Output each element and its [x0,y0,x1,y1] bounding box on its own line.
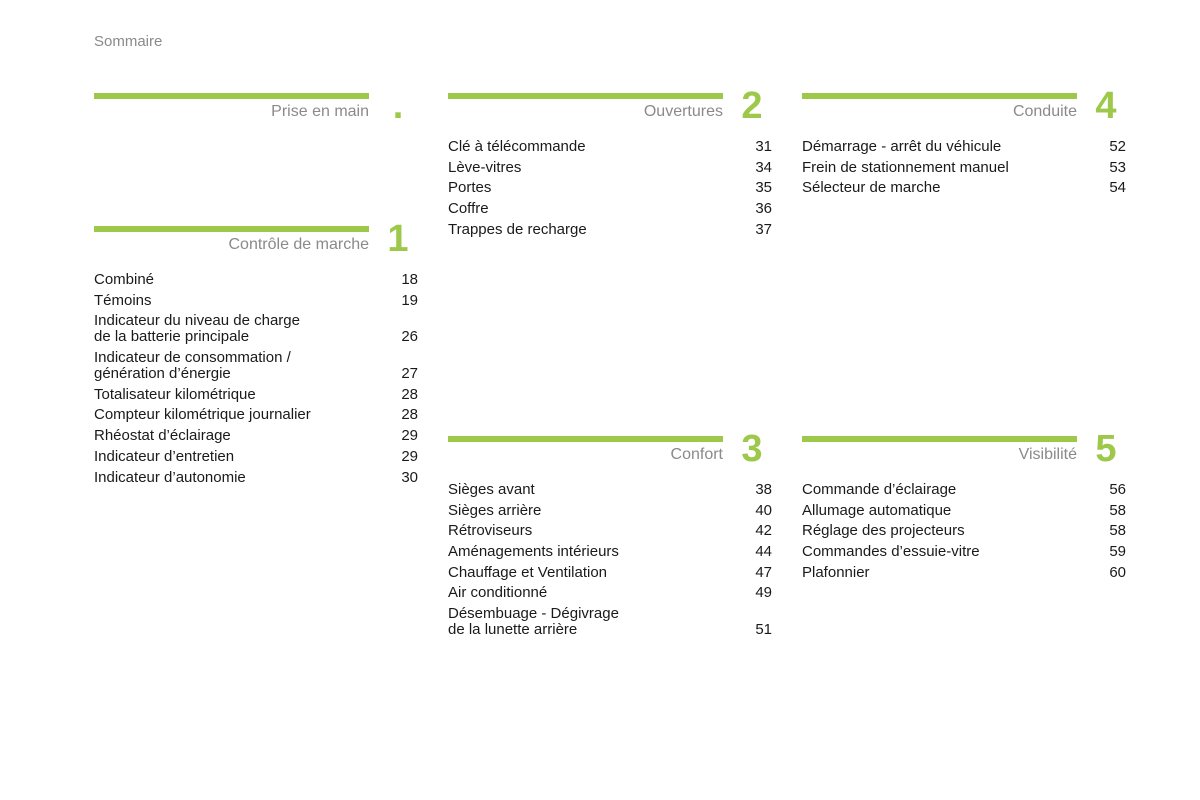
toc-entry-page: 29 [401,427,418,445]
toc-entry[interactable] [448,160,772,176]
toc-entry-label: Coffre [448,200,489,218]
toc-list [802,482,1126,581]
toc-entry-label: Témoins [94,291,152,309]
toc-entry[interactable] [94,470,418,486]
toc-entry-page: 36 [755,200,772,218]
toc-entry[interactable] [802,139,1126,155]
section-visibilite [802,428,1126,585]
section-header [448,85,772,127]
toc-entry-label: Compteur kilométrique journalier [94,406,311,424]
toc-entry[interactable] [448,523,772,539]
toc-entry[interactable] [802,160,1126,176]
toc-entry-page: 31 [755,138,772,155]
toc-entry-page: 40 [755,501,772,519]
toc-entry[interactable] [448,482,772,498]
section-header [94,218,418,260]
toc-entry-label: Air conditionné [448,584,548,602]
section-header [802,85,1126,127]
toc-entry-label: Sièges arrière [448,501,542,519]
section-controle-de-marche [94,218,418,490]
toc-entry[interactable] [802,544,1126,560]
section-divider-bar [94,226,369,232]
section-title[interactable]: Prise en main [271,103,369,120]
section-number: 3 [741,428,763,470]
toc-entry-label: Désembuage - Dégivrage de la lunette arrière [448,605,619,639]
toc-entry[interactable] [94,313,418,345]
toc-entry[interactable] [448,222,772,238]
toc-entry-page: 56 [1109,481,1126,498]
toc-entry-label: Sièges avant [448,481,535,498]
toc-entry-label: Chauffage et Ventilation [448,563,608,581]
section-divider-bar [802,436,1077,442]
toc-list [448,139,772,238]
toc-entry-page: 30 [401,468,418,486]
toc-entry[interactable] [94,407,418,423]
toc-entry-label: Allumage automatique [802,501,952,519]
section-title[interactable]: Conduite [1012,103,1077,120]
toc-entry-page: 18 [401,271,418,288]
toc-entry-page: 49 [755,584,772,602]
toc-entry[interactable] [802,482,1126,498]
toc-entry-page: 53 [1109,158,1126,176]
toc-entry[interactable] [448,180,772,196]
section-confort [448,428,772,643]
section-ouvertures [448,85,772,242]
section-divider-bar [448,436,723,442]
toc-entry-page: 58 [1109,501,1126,519]
toc-entry-page: 59 [1109,543,1126,561]
toc-entry-page: 52 [1109,138,1126,155]
toc-entry[interactable] [94,293,418,309]
toc-entry-label: Indicateur d’autonomie [94,468,246,486]
toc-entry-page: 35 [755,179,772,197]
toc-entry[interactable] [94,350,418,382]
toc-entry-page: 44 [755,543,772,561]
toc-entry-label: Totalisateur kilométrique [94,385,256,403]
toc-entry[interactable] [94,449,418,465]
section-header [94,85,418,127]
section-number: 4 [1095,85,1117,127]
toc-entry-label: Rétroviseurs [448,522,533,540]
section-prise-en-main [94,85,418,127]
toc-entry-page: 19 [401,291,418,309]
section-title[interactable]: Contrôle de marche [228,236,369,253]
toc-list [94,272,418,486]
toc-entry-label: Trappes de recharge [448,220,587,238]
toc-entry[interactable] [802,503,1126,519]
toc-entry-label: Plafonnier [802,563,870,581]
toc-entry-label: Portes [448,179,492,197]
toc-entry-page: 60 [1109,563,1126,581]
page-title: Sommaire [94,33,163,50]
toc-entry-page: 26 [401,328,418,346]
toc-entry-label: Réglage des projecteurs [802,522,965,540]
toc-entry[interactable] [448,606,772,638]
section-divider-bar [94,93,369,99]
toc-entry-label: Indicateur du niveau de charge de la batterie principale [94,312,300,346]
section-title[interactable]: Visibilité [1018,446,1077,463]
toc-entry-label: Aménagements intérieurs [448,543,619,561]
toc-entry[interactable] [94,387,418,403]
toc-entry-page: 28 [401,406,418,424]
toc-entry-label: Combiné [94,271,155,288]
toc-list [448,482,772,638]
toc-entry-label: Clé à télécommande [448,138,586,155]
toc-list [802,139,1126,196]
section-header [448,428,772,470]
toc-entry-page: 27 [401,365,418,383]
toc-entry[interactable] [94,428,418,444]
section-header [802,428,1126,470]
section-divider-bar [448,93,723,99]
toc-entry[interactable] [448,544,772,560]
toc-entry[interactable] [802,523,1126,539]
toc-entry-page: 37 [755,220,772,238]
section-divider-bar [802,93,1077,99]
toc-entry-label: Lève-vitres [448,158,522,176]
toc-entry-label: Sélecteur de marche [802,179,941,197]
section-number: 5 [1095,428,1117,470]
section-title[interactable]: Confort [670,446,723,463]
toc-entry-label: Indicateur de consommation / génération d’énergie [94,349,291,383]
toc-entry-label: Démarrage - arrêt du véhicule [802,138,1002,155]
toc-entry-page: 58 [1109,522,1126,540]
toc-entry[interactable] [448,585,772,601]
toc-entry[interactable] [94,272,418,288]
toc-entry-page: 28 [401,385,418,403]
toc-entry[interactable] [448,565,772,581]
toc-entry-label: Rhéostat d’éclairage [94,427,231,445]
toc-entry-page: 42 [755,522,772,540]
toc-entry[interactable] [802,565,1126,581]
toc-entry-page: 47 [755,563,772,581]
toc-entry[interactable] [448,201,772,217]
toc-entry-page: 38 [755,481,772,498]
section-number: . [392,85,404,127]
toc-entry-page: 29 [401,447,418,465]
toc-entry-label: Frein de stationnement manuel [802,158,1009,176]
toc-entry[interactable] [448,503,772,519]
toc-entry-page: 34 [755,158,772,176]
toc-entry[interactable] [448,139,772,155]
toc-entry-page: 51 [755,621,772,639]
toc-entry[interactable] [802,180,1126,196]
toc-entry-page: 54 [1109,179,1126,197]
section-conduite [802,85,1126,201]
section-number: 2 [741,85,763,127]
toc-entry-label: Commandes d’essuie-vitre [802,543,980,561]
section-title[interactable]: Ouvertures [643,103,723,120]
section-number: 1 [387,218,409,260]
toc-entry-label: Commande d’éclairage [802,481,957,498]
toc-entry-label: Indicateur d’entretien [94,447,235,465]
